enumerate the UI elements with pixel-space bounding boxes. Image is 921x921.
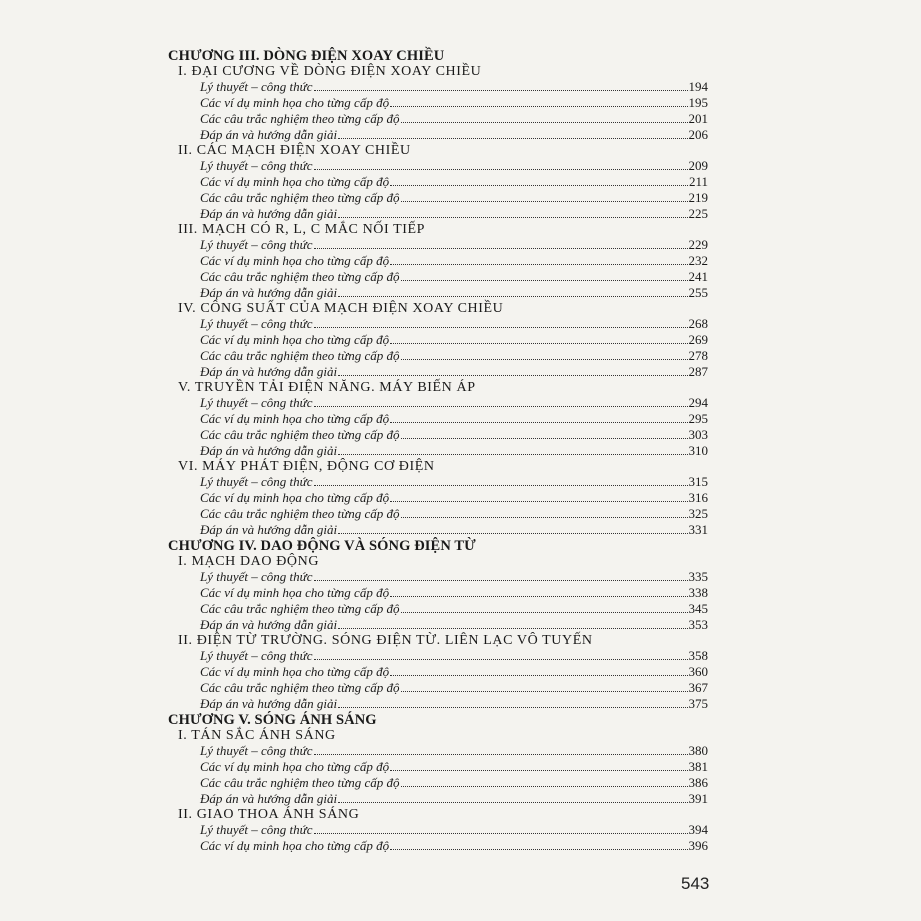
section-heading: II. ĐIỆN TỪ TRƯỜNG. SÓNG ĐIỆN TỪ. LIÊN LẠC VÔ TUYẾN: [178, 633, 593, 648]
toc-entry-page: 225: [688, 206, 708, 221]
toc-entry-page: 394: [688, 822, 708, 837]
toc-entry-page: 310: [688, 443, 708, 458]
section-heading: II. CÁC MẠCH ĐIỆN XOAY CHIỀU: [178, 143, 411, 158]
toc-entry: [168, 348, 708, 364]
dot-leader: [314, 326, 688, 328]
toc-entry: [168, 664, 708, 680]
toc-entry-label: Đáp án và hướng dẫn giải: [200, 791, 338, 806]
toc-entry: [168, 522, 708, 538]
toc-entry: [168, 822, 708, 838]
dot-leader: [401, 200, 688, 202]
toc-entry-label: Các ví dụ minh họa cho từng cấp độ: [200, 664, 390, 679]
toc-entry-label: Các câu trắc nghiệm theo từng cấp độ: [200, 680, 400, 695]
dot-leader: [390, 263, 687, 265]
toc-entry: [168, 585, 708, 601]
toc-entry: [168, 617, 708, 633]
toc-entry-page: 303: [688, 427, 708, 442]
page-number: 543: [681, 874, 710, 893]
toc-entry: [168, 427, 708, 443]
chapter-heading: CHƯƠNG III. DÒNG ĐIỆN XOAY CHIỀU: [168, 48, 445, 64]
toc-entry-label: Lý thuyết – công thức: [200, 79, 313, 94]
toc-entry-label: Các ví dụ minh họa cho từng cấp độ: [200, 95, 390, 110]
toc-entry-page: 232: [688, 253, 708, 268]
dot-leader: [338, 295, 687, 297]
toc-entry-label: Đáp án và hướng dẫn giải: [200, 285, 338, 300]
dot-leader: [401, 121, 688, 123]
toc-entry-page: 255: [688, 285, 708, 300]
chapter-heading: CHƯƠNG IV. DAO ĐỘNG VÀ SÓNG ĐIỆN TỪ: [168, 538, 476, 554]
toc-entry: [168, 474, 708, 490]
toc-entry: [168, 237, 708, 253]
toc-entry-label: Các câu trắc nghiệm theo từng cấp độ: [200, 601, 400, 616]
toc-entry: [168, 158, 708, 174]
toc-entry-label: Các ví dụ minh họa cho từng cấp độ: [200, 332, 390, 347]
toc-entry-page: 358: [688, 648, 708, 663]
toc-entry-label: Các ví dụ minh họa cho từng cấp độ: [200, 490, 390, 505]
toc-entry-page: 360: [688, 664, 708, 679]
dot-leader: [390, 595, 687, 597]
toc-entry-page: 325: [688, 506, 708, 521]
toc-entry: [168, 127, 708, 143]
dot-leader: [314, 658, 688, 660]
toc-entry: [168, 506, 708, 522]
toc-entry-page: 195: [688, 95, 708, 110]
toc-entry-label: Lý thuyết – công thức: [200, 743, 313, 758]
toc-entry-label: Các ví dụ minh họa cho từng cấp độ: [200, 838, 390, 853]
toc-entry: [168, 190, 708, 206]
toc-entry-label: Lý thuyết – công thức: [200, 648, 313, 663]
toc-entry: [168, 364, 708, 380]
dot-leader: [401, 437, 688, 439]
toc-entry-page: 229: [688, 237, 708, 252]
toc-entry-label: Các câu trắc nghiệm theo từng cấp độ: [200, 111, 400, 126]
toc-entry-label: Đáp án và hướng dẫn giải: [200, 206, 338, 221]
dot-leader: [390, 342, 687, 344]
toc-entry-page: 386: [688, 775, 708, 790]
dot-leader: [338, 801, 687, 803]
toc-entry: [168, 569, 708, 585]
toc-entry-page: 375: [688, 696, 708, 711]
toc-entry-label: Đáp án và hướng dẫn giải: [200, 522, 338, 537]
toc-entry: [168, 791, 708, 807]
section-heading: I. TÁN SẮC ÁNH SÁNG: [178, 728, 336, 743]
toc-entry: [168, 838, 708, 854]
toc-entry: [168, 696, 708, 712]
dot-leader: [390, 769, 687, 771]
dot-leader: [401, 611, 688, 613]
dot-leader: [401, 785, 688, 787]
toc-entry-label: Các ví dụ minh họa cho từng cấp độ: [200, 759, 390, 774]
dot-leader: [314, 579, 688, 581]
section-heading: V. TRUYỀN TẢI ĐIỆN NĂNG. MÁY BIẾN ÁP: [178, 380, 476, 395]
toc-entry: [168, 269, 708, 285]
toc-entry: [168, 332, 708, 348]
dot-leader: [338, 216, 687, 218]
toc-entry-page: 335: [688, 569, 708, 584]
section-heading: I. ĐẠI CƯƠNG VỀ DÒNG ĐIỆN XOAY CHIỀU: [178, 64, 482, 79]
toc-entry: [168, 253, 708, 269]
toc-entry-label: Các ví dụ minh họa cho từng cấp độ: [200, 253, 390, 268]
toc-entry: [168, 395, 708, 411]
section-heading: IV. CÔNG SUẤT CỦA MẠCH ĐIỆN XOAY CHIỀU: [178, 301, 504, 316]
toc-entry-label: Các câu trắc nghiệm theo từng cấp độ: [200, 775, 400, 790]
toc-entry-label: Lý thuyết – công thức: [200, 474, 313, 489]
toc-entry-label: Đáp án và hướng dẫn giải: [200, 443, 338, 458]
dot-leader: [314, 405, 688, 407]
toc-entry: [168, 680, 708, 696]
dot-leader: [390, 848, 687, 850]
dot-leader: [401, 358, 688, 360]
dot-leader: [401, 279, 688, 281]
toc-entry: [168, 79, 708, 95]
dot-leader: [338, 137, 687, 139]
dot-leader: [314, 89, 688, 91]
dot-leader: [390, 105, 687, 107]
section-heading: III. MẠCH CÓ R, L, C MẮC NỐI TIẾP: [178, 222, 426, 237]
toc-entry-label: Các câu trắc nghiệm theo từng cấp độ: [200, 427, 400, 442]
toc-entry: [168, 648, 708, 664]
toc-entry-label: Đáp án và hướng dẫn giải: [200, 127, 338, 142]
toc-entry-page: 287: [688, 364, 708, 379]
toc-entry: [168, 411, 708, 427]
toc-entry: [168, 285, 708, 301]
toc-entry-label: Các câu trắc nghiệm theo từng cấp độ: [200, 506, 400, 521]
toc-entry-page: 381: [688, 759, 708, 774]
toc-entry-page: 338: [688, 585, 708, 600]
toc-entry-page: 316: [688, 490, 708, 505]
dot-leader: [314, 247, 688, 249]
toc-entry: [168, 443, 708, 459]
toc-entry-page: 391: [688, 791, 708, 806]
dot-leader: [338, 706, 687, 708]
toc-entry-page: 295: [688, 411, 708, 426]
dot-leader: [338, 453, 687, 455]
toc-entry: [168, 206, 708, 222]
toc-entry-page: 294: [688, 395, 708, 410]
chapter-heading: CHƯƠNG V. SÓNG ÁNH SÁNG: [168, 712, 377, 728]
toc-entry-page: 380: [688, 743, 708, 758]
toc-entry: [168, 111, 708, 127]
toc-entry-page: 201: [688, 111, 708, 126]
toc-entry: [168, 490, 708, 506]
dot-leader: [338, 627, 687, 629]
toc-entry-page: 315: [688, 474, 708, 489]
toc-entry-label: Các ví dụ minh họa cho từng cấp độ: [200, 174, 390, 189]
toc-entry-label: Lý thuyết – công thức: [200, 569, 313, 584]
toc-entry-label: Các câu trắc nghiệm theo từng cấp độ: [200, 190, 400, 205]
toc-entry: [168, 316, 708, 332]
dot-leader: [314, 484, 688, 486]
toc-entry: [168, 775, 708, 791]
toc-entry-label: Các câu trắc nghiệm theo từng cấp độ: [200, 269, 400, 284]
toc-entry-page: 206: [688, 127, 708, 142]
toc-entry-label: Đáp án và hướng dẫn giải: [200, 364, 338, 379]
dot-leader: [390, 421, 687, 423]
toc-entry-label: Các ví dụ minh họa cho từng cấp độ: [200, 411, 390, 426]
toc-entry-label: Đáp án và hướng dẫn giải: [200, 617, 338, 632]
toc-entry-page: 194: [688, 79, 708, 94]
dot-leader: [390, 674, 687, 676]
toc-entry-label: Các ví dụ minh họa cho từng cấp độ: [200, 585, 390, 600]
dot-leader: [314, 832, 688, 834]
toc-entry-label: Đáp án và hướng dẫn giải: [200, 696, 338, 711]
toc-entry-page: 345: [688, 601, 708, 616]
dot-leader: [390, 184, 688, 186]
table-of-contents: [168, 48, 708, 854]
toc-entry-page: 219: [688, 190, 708, 205]
section-heading: I. MẠCH DAO ĐỘNG: [178, 554, 320, 569]
toc-entry-page: 209: [688, 158, 708, 173]
toc-entry-page: 269: [688, 332, 708, 347]
toc-entry-page: 396: [688, 838, 708, 853]
toc-entry-label: Lý thuyết – công thức: [200, 316, 313, 331]
dot-leader: [314, 753, 688, 755]
toc-entry-page: 211: [688, 174, 708, 189]
toc-entry-page: 241: [688, 269, 708, 284]
dot-leader: [314, 168, 688, 170]
toc-entry-label: Lý thuyết – công thức: [200, 237, 313, 252]
toc-entry: [168, 759, 708, 775]
toc-entry: [168, 174, 708, 190]
toc-entry-page: 268: [688, 316, 708, 331]
dot-leader: [401, 516, 688, 518]
toc-entry: [168, 743, 708, 759]
toc-entry-page: 367: [688, 680, 708, 695]
section-heading: VI. MÁY PHÁT ĐIỆN, ĐỘNG CƠ ĐIỆN: [178, 459, 435, 474]
toc-entry: [168, 95, 708, 111]
toc-entry-page: 353: [688, 617, 708, 632]
dot-leader: [390, 500, 687, 502]
toc-entry: [168, 601, 708, 617]
dot-leader: [338, 374, 687, 376]
toc-entry-label: Lý thuyết – công thức: [200, 395, 313, 410]
toc-entry-label: Các câu trắc nghiệm theo từng cấp độ: [200, 348, 400, 363]
toc-entry-page: 278: [688, 348, 708, 363]
dot-leader: [401, 690, 688, 692]
section-heading: II. GIAO THOA ÁNH SÁNG: [178, 807, 360, 822]
dot-leader: [338, 532, 687, 534]
toc-entry-label: Lý thuyết – công thức: [200, 822, 313, 837]
toc-entry-label: Lý thuyết – công thức: [200, 158, 313, 173]
toc-entry-page: 331: [688, 522, 708, 537]
